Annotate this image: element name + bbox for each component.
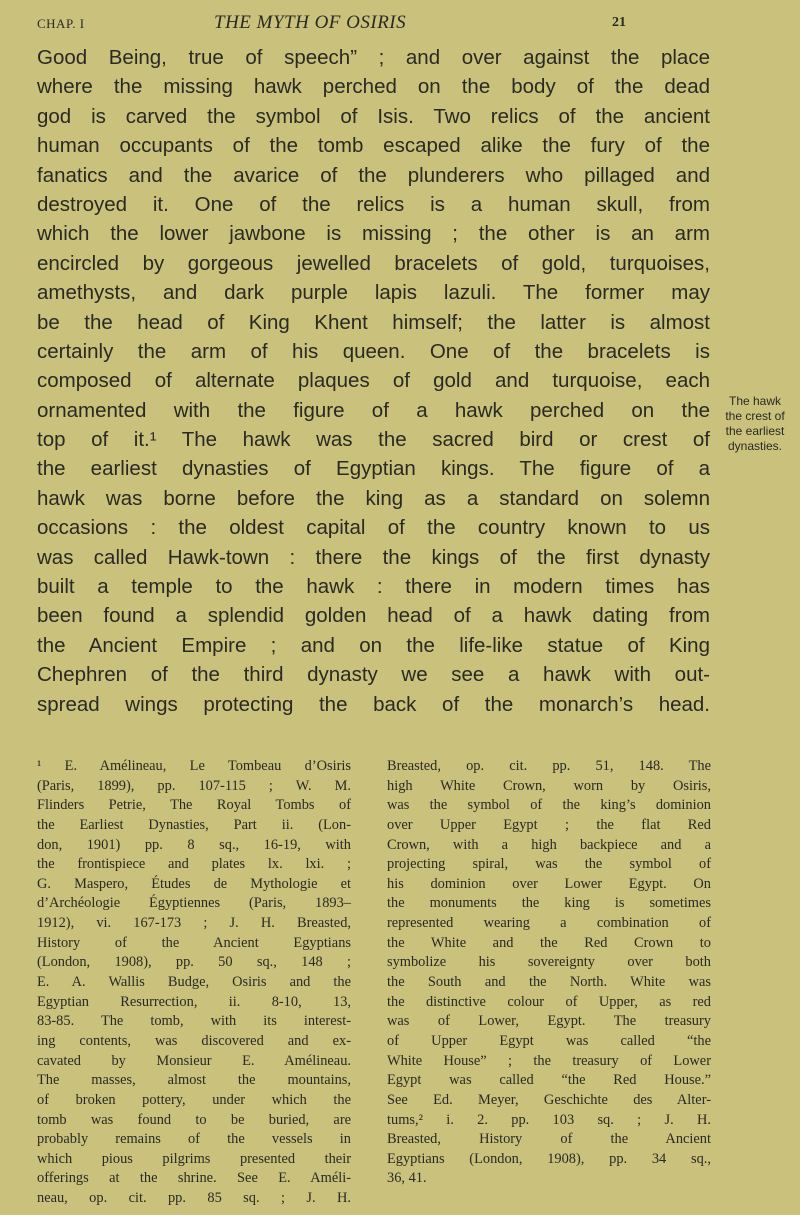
body-line: occasions : the oldest capital of the country known to us: [37, 516, 710, 540]
footnote-line: was the symbol of the king’s dominion: [387, 797, 711, 814]
footnote-line: The masses, almost the mountains,: [37, 1072, 351, 1089]
body-line: destroyed it. One of the relics is a human skull, from: [37, 192, 710, 216]
body-line: amethysts, and dark purple lapis lazuli. The former may: [37, 281, 710, 305]
footnote-line: Egypt was called “the Red House.”: [387, 1072, 711, 1089]
body-line: fanatics and the avarice of the plunderers who pillaged and: [37, 163, 710, 187]
footnote-line: the South and the North. White was: [387, 974, 711, 991]
page-number: 21: [612, 15, 626, 30]
footnote-line: don, 1901) pp. 8 sq., 16-19, with: [37, 836, 351, 853]
footnote-line: Crown, with a high backpiece and a: [387, 836, 711, 853]
body-line: human occupants of the tomb escaped alike the fury of the: [37, 134, 710, 158]
footnote-line: E. A. Wallis Budge, Osiris and the: [37, 974, 351, 991]
footnote-line: 1912), vi. 167-173 ; J. H. Breasted,: [37, 915, 351, 932]
running-head-chapter: CHAP. I: [37, 16, 85, 31]
footnote-line: cavated by Monsieur E. Amélineau.: [37, 1052, 351, 1069]
footnote-right-column: [387, 757, 711, 1189]
footnote-line: the monuments the king is sometimes: [387, 895, 711, 912]
footnote-line: the frontispiece and plates lx. lxi. ;: [37, 856, 351, 873]
footnote-line: White House” ; the treasury of Lower: [387, 1052, 711, 1069]
body-line: top of it.¹ The hawk was the sacred bird or crest of: [37, 428, 710, 452]
body-line: certainly the arm of his queen. One of the bracelets is: [37, 339, 710, 363]
footnote-line: (Paris, 1899), pp. 107-115 ; W. M.: [37, 777, 351, 794]
body-line: Chephren of the third dynasty we see a hawk with out-: [37, 663, 710, 687]
footnote-line: tomb was found to be buried, are: [37, 1111, 351, 1128]
footnote-line: over Upper Egypt ; the flat Red: [387, 816, 711, 833]
margin-note-line: dynasties.: [727, 439, 783, 453]
body-line: the Ancient Empire ; and on the life-like statue of King: [37, 633, 710, 657]
body-line: god is carved the symbol of Isis. Two relics of the ancient: [37, 104, 710, 128]
body-text: [37, 43, 710, 719]
body-line: composed of alternate plaques of gold and turquoise, each: [37, 369, 710, 393]
footnote-line: high White Crown, worn by Osiris,: [387, 777, 711, 794]
footnote-line: Breasted, op. cit. pp. 51, 148. The: [387, 758, 711, 774]
footnote-line: the distinctive colour of Upper, as red: [387, 993, 711, 1010]
footnote-line: of broken pottery, under which the: [37, 1091, 351, 1108]
footnote-line: neau, op. cit. pp. 85 sq. ; J. H.: [37, 1190, 351, 1207]
footnote-line: ing contents, was discovered and ex-: [37, 1032, 351, 1049]
footnote-line: Breasted, History of the Ancient: [387, 1131, 711, 1148]
footnote-line: 83-85. The tomb, with its interest-: [37, 1013, 351, 1030]
margin-note-line: The hawk: [728, 394, 782, 408]
footnote-line: G. Maspero, Études de Mythologie et: [37, 875, 351, 892]
footnote-line: ¹ E. Amélineau, Le Tombeau d’Osiris: [37, 758, 351, 774]
footnote-line: probably remains of the vessels in: [37, 1131, 351, 1148]
footnote-line: Egyptian Resurrection, ii. 8-10, 13,: [37, 993, 351, 1010]
footnote-line: represented wearing a combination of: [387, 915, 711, 932]
footnote-line: tums,² i. 2. pp. 103 sq. ; J. H.: [387, 1111, 711, 1128]
body-line: the earliest dynasties of Egyptian kings. The figure of a: [37, 457, 710, 481]
footnote-line: his dominion over Lower Egypt. On: [387, 875, 711, 892]
running-head-title: THE MYTH OF OSIRIS: [214, 12, 407, 33]
footnote-line: projecting spiral, was the symbol of: [387, 856, 711, 873]
body-line: be the head of King Khent himself; the latter is almost: [37, 310, 710, 334]
body-line: was called Hawk-town : there the kings of the first dynasty: [37, 545, 710, 569]
body-line: where the missing hawk perched on the body of the dead: [37, 75, 710, 99]
footnote-line: offerings at the shrine. See E. Améli-: [37, 1170, 351, 1187]
body-line: built a temple to the hawk : there in modern times has: [37, 575, 710, 599]
margin-note-line: the earliest: [725, 424, 785, 438]
footnote-line: History of the Ancient Egyptians: [37, 934, 351, 951]
footnote-left-column: [37, 757, 351, 1209]
footnote-line: Egyptians (London, 1908), pp. 34 sq.,: [387, 1150, 711, 1167]
body-line: ornamented with the figure of a hawk perched on the: [37, 398, 710, 422]
body-line: been found a splendid golden head of a hawk dating from: [37, 604, 710, 628]
footnote-line: the White and the Red Crown to: [387, 934, 711, 951]
footnote-line: (London, 1908), pp. 50 sq., 148 ;: [37, 954, 351, 971]
margin-note-line: the crest of: [725, 409, 785, 423]
margin-note: [715, 394, 795, 454]
body-line: which the lower jawbone is missing ; the other is an arm: [37, 222, 710, 246]
body-line: spread wings protecting the back of the monarch’s head.: [37, 692, 710, 716]
footnote-line: which pious pilgrims presented their: [37, 1150, 351, 1167]
footnote-line: 36, 41.: [387, 1170, 427, 1187]
footnote-line: See Ed. Meyer, Geschichte des Alter-: [387, 1091, 711, 1108]
body-line: hawk was borne before the king as a standard on solemn: [37, 486, 710, 510]
footnote-line: Flinders Petrie, The Royal Tombs of: [37, 797, 351, 814]
footnote-line: the Earliest Dynasties, Part ii. (Lon-: [37, 816, 351, 833]
footnote-line: of Upper Egypt was called “the: [387, 1032, 711, 1049]
footnote-line: symbolize his sovereignty over both: [387, 954, 711, 971]
footnote-line: was of Lower, Egypt. The treasury: [387, 1013, 711, 1030]
body-line: encircled by gorgeous jewelled bracelets of gold, turquoises,: [37, 251, 710, 275]
body-line: Good Being, true of speech” ; and over against the place: [37, 46, 710, 69]
footnote-line: d’Archéologie Égyptiennes (Paris, 1893–: [37, 895, 351, 912]
